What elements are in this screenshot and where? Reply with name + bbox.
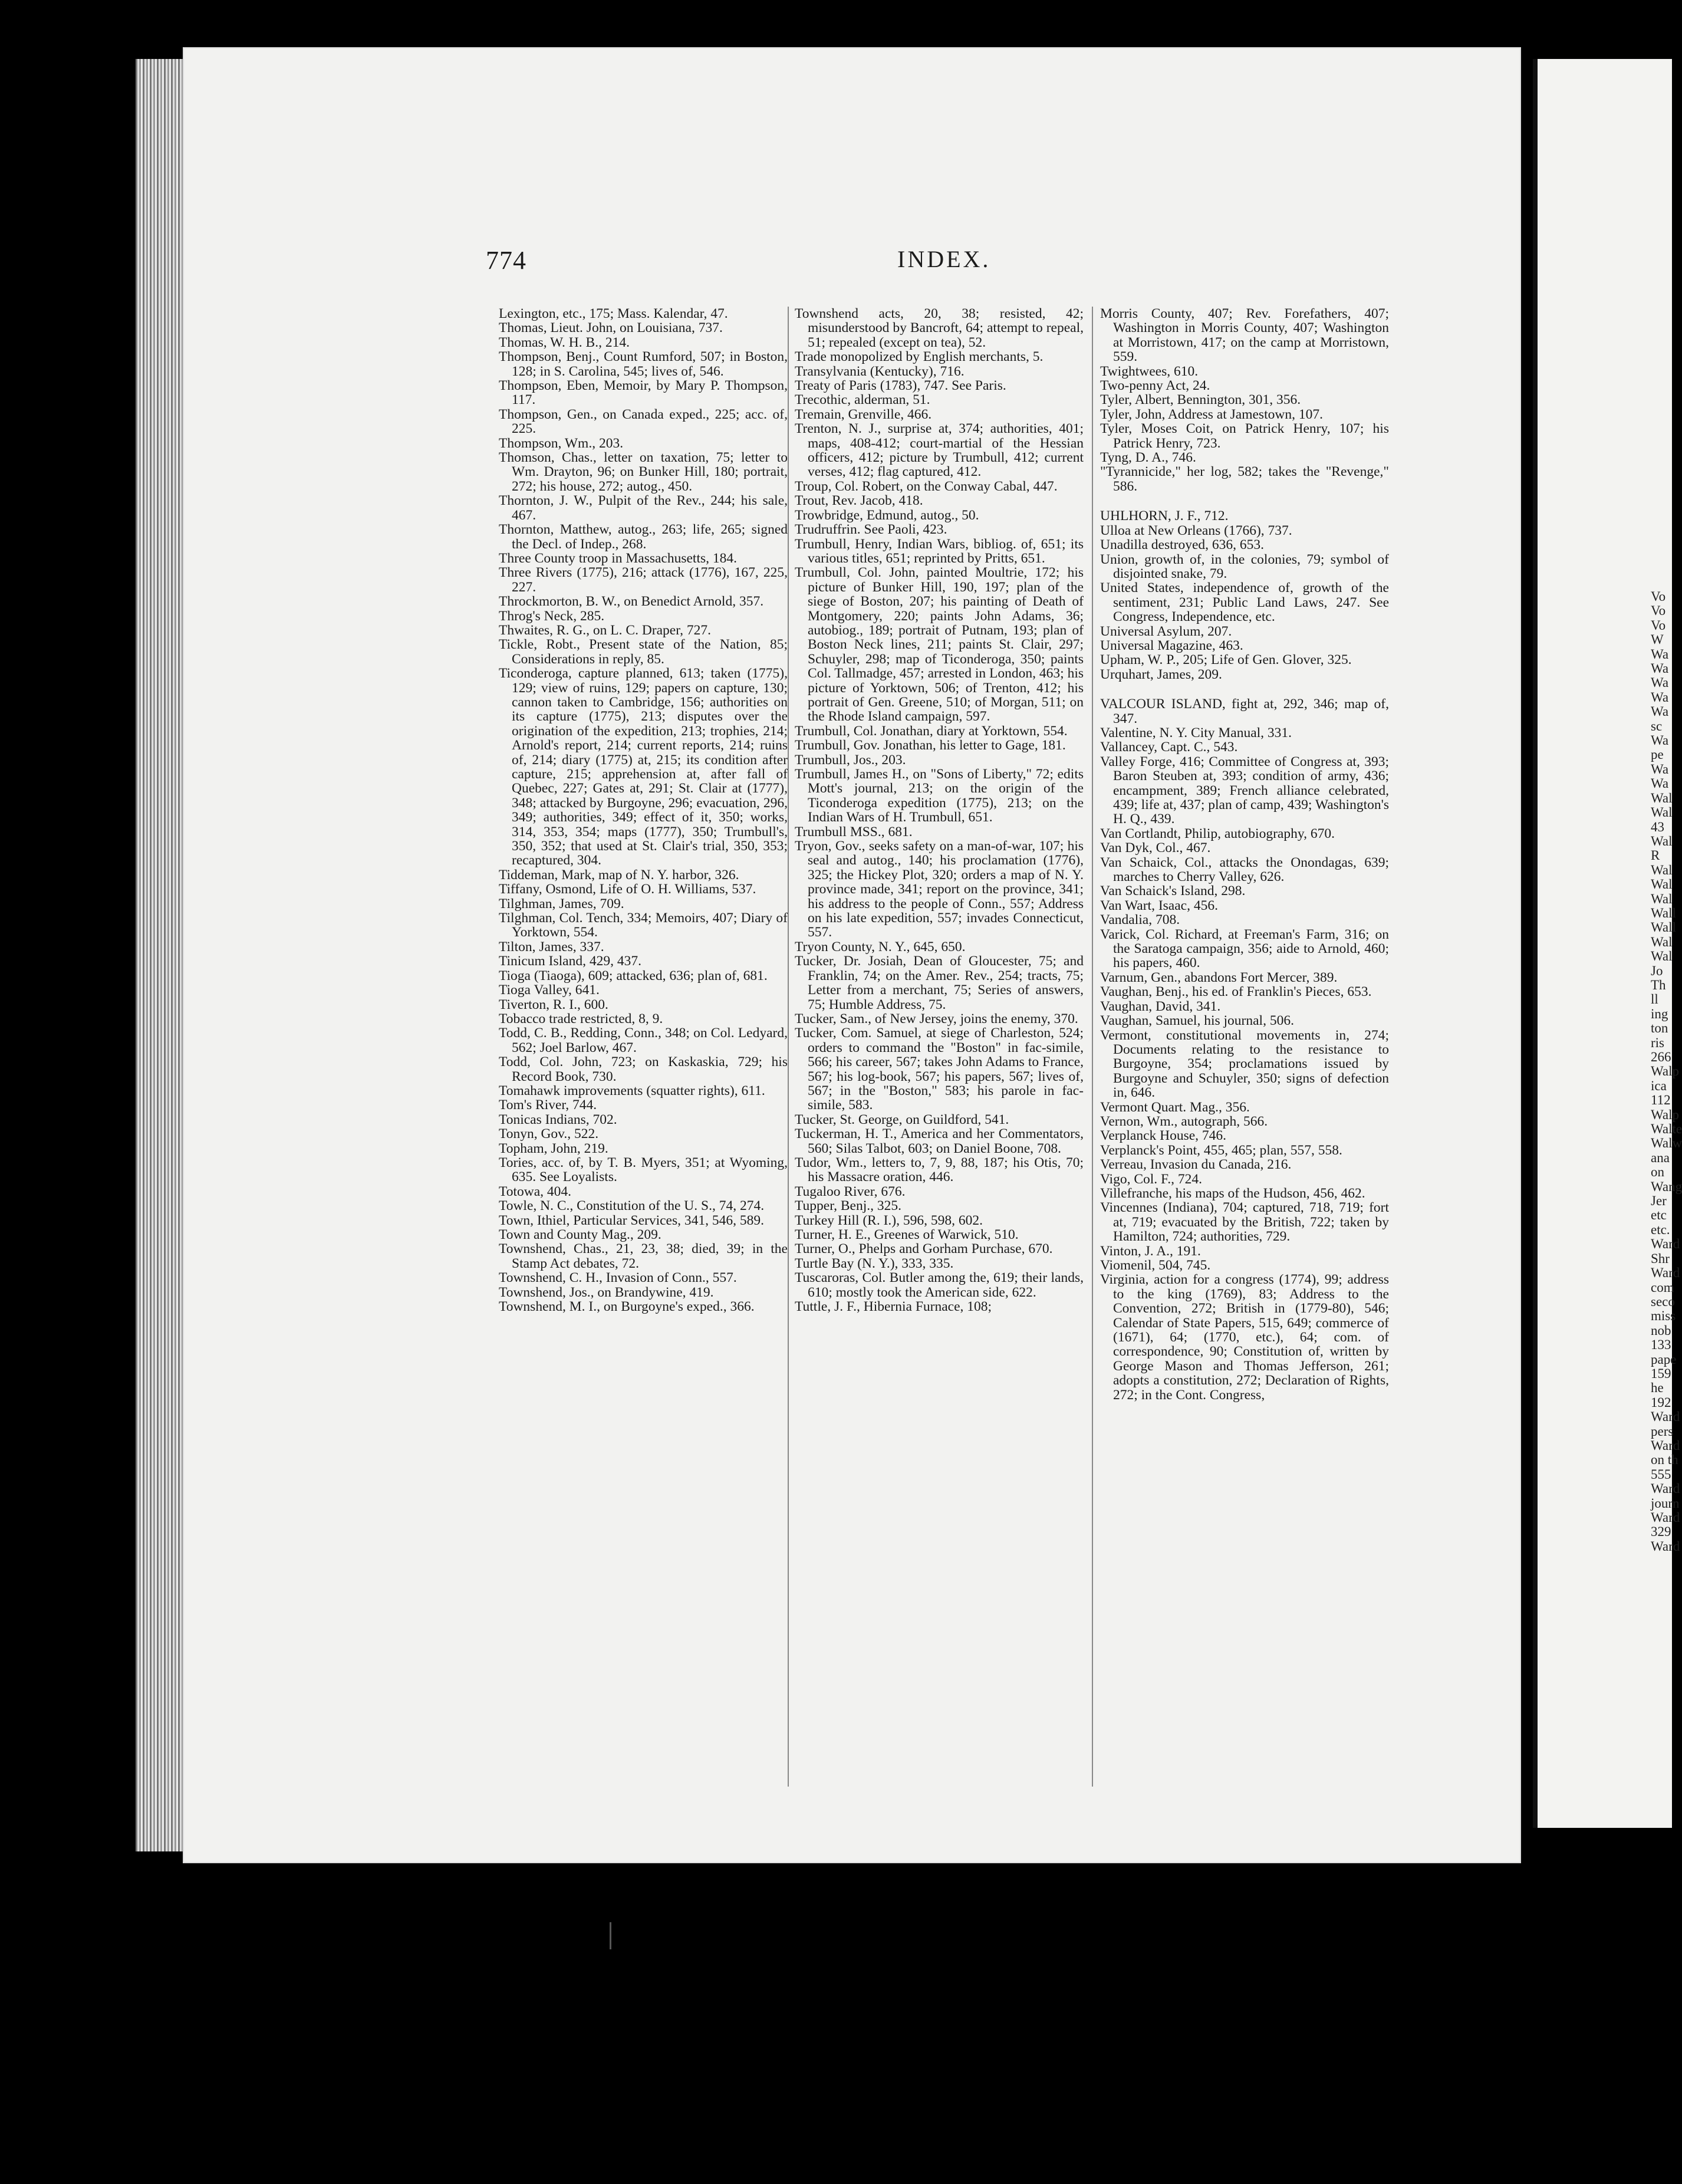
adjacent-page-fragment: on	[1651, 1165, 1664, 1180]
section-gap	[1100, 494, 1389, 509]
index-entry: Trumbull, Col. John, painted Moultrie, 172; his picture of Bunker Hill, 190, 197; plan of the siege of Boston, 207; his painting of Death of Montgomery, 220; paints John Adams, 36; autobiog., 189; portrait of Putnam, 193; plan of Boston Neck lines, 211; paints St. Clair, 297; Schuyler, 298; map of Ticonderoga, 350; paints Col. Tallmadge, 457; arrested in London, 463; his picture of Yorktown, 506; of Trenton, 412; his portrait of Gen. Greene, 510; of Morgan, 511; on the Rhode Island campaign, 597.	[795, 565, 1084, 725]
adjacent-page-fragment: Wa	[1651, 675, 1669, 690]
adjacent-page-fragment: ll	[1651, 992, 1658, 1007]
index-entry: Tuttle, J. F., Hibernia Furnace, 108;	[795, 1299, 992, 1315]
index-entry: Tupper, Benj., 325.	[795, 1198, 901, 1214]
index-entry: Trumbull, James H., on "Sons of Liberty," 72; edits Mott's journal, 213; on the origin of the Ticonderoga expedition (1775), 213; on the Indian Wars of H. Trumbull, 651.	[795, 767, 1084, 825]
adjacent-page-fragment: Wal	[1651, 949, 1673, 964]
index-entry: Tilton, James, 337.	[499, 939, 604, 955]
index-entry: Thwaites, R. G., on L. C. Draper, 727.	[499, 622, 711, 638]
section-gap	[1100, 682, 1389, 697]
adjacent-page-fragment: pers	[1651, 1423, 1674, 1439]
index-entry: Van Dyk, Col., 467.	[1100, 840, 1211, 856]
adjacent-page-fragment: 43	[1651, 819, 1664, 834]
index-entry: Vaughan, David, 341.	[1100, 998, 1221, 1014]
index-column-1	[499, 307, 788, 1314]
page-gutter	[1533, 59, 1538, 1828]
index-entry: Three County troop in Massachusetts, 184.	[499, 550, 738, 566]
index-entry: Thomas, W. H. B., 214.	[499, 334, 630, 350]
index-entry: Universal Asylum, 207.	[1100, 623, 1232, 639]
adjacent-page-fragment: Ward	[1651, 1538, 1680, 1554]
index-entry: Ulloa at New Orleans (1766), 737.	[1100, 522, 1292, 538]
adjacent-page-fragment: etc	[1651, 1208, 1667, 1223]
index-entry: Union, growth of, in the colonies, 79; symbol of disjointed snake, 79.	[1100, 551, 1389, 581]
index-entry: Trudruffrin. See Paoli, 423.	[795, 522, 947, 538]
adjacent-page-fragment: Shr	[1651, 1251, 1670, 1266]
adjacent-page-fragment: Wal	[1651, 934, 1673, 949]
index-entry: Tom's River, 744.	[499, 1097, 597, 1113]
page-number: 774	[486, 246, 526, 275]
index-entry: Two-penny Act, 24.	[1100, 378, 1210, 394]
index-entry: Thomson, Chas., letter on taxation, 75; letter to Wm. Drayton, 96; on Bunker Hill, 180; portrait, 272; his house, 272; autog., 450.	[499, 450, 788, 494]
index-entry: Turkey Hill (R. I.), 596, 598, 602.	[795, 1212, 983, 1228]
adjacent-page-fragment: seco	[1651, 1294, 1675, 1309]
index-entry: Tories, acc. of, by T. B. Myers, 351; at Wyoming, 635. See Loyalists.	[499, 1155, 788, 1185]
index-entry: Trumbull, Jos., 203.	[795, 752, 906, 768]
index-entry: Thompson, Wm., 203.	[499, 435, 624, 451]
index-entry: Twightwees, 610.	[1100, 363, 1199, 379]
index-entry: Varnum, Gen., abandons Fort Mercer, 389.	[1100, 969, 1338, 985]
adjacent-page-fragment: Walte	[1651, 1121, 1682, 1137]
index-entry: Upham, W. P., 205; Life of Gen. Glover, 325.	[1100, 652, 1352, 668]
index-entry: Tobacco trade restricted, 8, 9.	[499, 1011, 663, 1027]
index-entry: Vincennes (Indiana), 704; captured, 718, 719; fort at, 719; evacuated by the British, 722; taken by Hamilton, 724; authorities, 729.	[1100, 1200, 1389, 1245]
index-entry: Tremain, Grenville, 466.	[795, 406, 932, 422]
index-entry: Throckmorton, B. W., on Benedict Arnold, 357.	[499, 594, 764, 610]
index-entry: Valentine, N. Y. City Manual, 331.	[1100, 725, 1292, 741]
index-entry: Three Rivers (1775), 216; attack (1776), 167, 225, 227.	[499, 565, 788, 595]
adjacent-page-fragment: Ward	[1651, 1510, 1680, 1525]
index-entry: Virginia, action for a congress (1774), 99; address to the king (1769), 83; Address to the Convention, 272; British in (1779-80), 546; Calendar of State Papers, 515, 649; commerce of (1671), 64; (1770, etc.), 64; com. of correspondence, 90; Constitution of, written by George Mason and Thomas Jefferson, 261; adopts a constitution, 272; Declaration of Rights, 272; in the Cont. Congress,	[1100, 1272, 1389, 1403]
index-entry: Trenton, N. J., surprise at, 374; authorities, 401; maps, 408-412; court-martial of the Hessian officers, 412; picture by Trumbull, 412; current verses, 412; flag captured, 412.	[795, 421, 1084, 480]
index-entry: Lexington, etc., 175; Mass. Kalendar, 47.	[499, 306, 728, 321]
adjacent-page-fragment: ica	[1651, 1078, 1667, 1093]
adjacent-page-fragment: 112	[1651, 1093, 1671, 1108]
index-entry: Tyng, D. A., 746.	[1100, 450, 1196, 466]
index-entry: Tyler, Albert, Bennington, 301, 356.	[1100, 392, 1301, 408]
index-entry: Vermont, constitutional movements in, 274; Documents relating to the resistance to Burgoyne, 354; proclamations issued by Burgoyne and Schuyler, 350; signs of defection in, 646.	[1100, 1027, 1389, 1101]
index-entry: Trumbull, Gov. Jonathan, his letter to Gage, 181.	[795, 738, 1066, 754]
index-entry: Villefranche, his maps of the Hudson, 456, 462.	[1100, 1185, 1365, 1201]
index-entry: Tonicas Indians, 702.	[499, 1111, 617, 1127]
index-entry: Vigo, Col. F., 724.	[1100, 1171, 1202, 1187]
index-entry: Urquhart, James, 209.	[1100, 666, 1222, 682]
index-entry: Unadilla destroyed, 636, 653.	[1100, 537, 1265, 553]
index-entry: Tioga (Tiaoga), 609; attacked, 636; plan of, 681.	[499, 968, 768, 984]
index-entry: Tucker, Sam., of New Jersey, joins the enemy, 370.	[795, 1011, 1078, 1027]
adjacent-page-fragment: Walw	[1651, 1136, 1682, 1151]
index-entry: VALCOUR ISLAND, fight at, 292, 346; map of, 347.	[1100, 696, 1389, 726]
index-entry: Tickle, Robt., Present state of the Nation, 85; Considerations in reply, 85.	[499, 637, 788, 667]
index-entry: Townshend, M. I., on Burgoyne's exped., 366.	[499, 1299, 755, 1315]
adjacent-page-fragment: 555	[1651, 1466, 1671, 1482]
index-entry: Thornton, J. W., Pulpit of the Rev., 244; his sale, 467.	[499, 493, 788, 523]
index-entry: Verplanck's Point, 455, 465; plan, 557, 558.	[1100, 1142, 1342, 1158]
adjacent-page-fragment: Th	[1651, 977, 1666, 992]
index-entry: Townshend acts, 20, 38; resisted, 42; misunderstood by Bancroft, 64; attempt to repeal, 51; repealed (except on tea), 52.	[795, 306, 1084, 350]
adjacent-page-fragment: Wa	[1651, 646, 1669, 662]
adjacent-page-fragment: Wal	[1651, 877, 1673, 892]
index-entry: Trade monopolized by English merchants, 5.	[795, 349, 1044, 365]
adjacent-page-fragment: Vo	[1651, 603, 1666, 619]
adjacent-page-fragment: pape	[1651, 1351, 1677, 1367]
adjacent-page-fragment: Ward	[1651, 1438, 1680, 1453]
adjacent-page-fragment: Wal	[1651, 891, 1673, 906]
adjacent-page-fragment: etc.	[1651, 1222, 1670, 1237]
index-entry: Totowa, 404.	[499, 1183, 572, 1199]
index-entry: Todd, Col. John, 723; on Kaskaskia, 729; his Record Book, 730.	[499, 1054, 788, 1084]
index-entry: Trumbull MSS., 681.	[795, 824, 913, 840]
index-entry: Treaty of Paris (1783), 747. See Paris.	[795, 378, 1006, 394]
adjacent-page-fragment: 159	[1651, 1366, 1671, 1381]
index-entry: Tonyn, Gov., 522.	[499, 1126, 599, 1142]
index-entry: Todd, C. B., Redding, Conn., 348; on Col. Ledyard, 562; Joel Barlow, 467.	[499, 1025, 788, 1055]
index-entry: Verplanck House, 746.	[1100, 1128, 1227, 1144]
index-entry: Tilghman, Col. Tench, 334; Memoirs, 407; Diary of Yorktown, 554.	[499, 910, 788, 940]
index-entry: "Tyrannicide," her log, 582; takes the "Revenge," 586.	[1100, 464, 1389, 494]
index-entry: Turner, H. E., Greenes of Warwick, 510.	[795, 1227, 1019, 1242]
index-entry: Tomahawk improvements (squatter rights), 611.	[499, 1083, 765, 1098]
adjacent-page-fragment: 192	[1651, 1394, 1671, 1410]
index-entry: Thornton, Matthew, autog., 263; life, 265; signed the Decl. of Indep., 268.	[499, 522, 788, 552]
index-entry: Thompson, Gen., on Canada exped., 225; acc. of, 225.	[499, 406, 788, 437]
index-entry: Tiverton, R. I., 600.	[499, 996, 608, 1012]
index-entry: Vallancey, Capt. C., 543.	[1100, 739, 1238, 755]
adjacent-page-fragment: 133	[1651, 1337, 1671, 1353]
index-entry: Thompson, Eben, Memoir, by Mary P. Thompson, 117.	[499, 378, 788, 408]
adjacent-page-fragment: Jo	[1651, 963, 1663, 978]
adjacent-page-fragment: 266	[1651, 1050, 1671, 1064]
index-entry: Trumbull, Col. Jonathan, diary at Yorktown, 554.	[795, 723, 1068, 739]
index-entry: Van Cortlandt, Philip, autobiography, 670.	[1100, 825, 1335, 841]
adjacent-page-fragment: Ward	[1651, 1265, 1680, 1281]
index-entry: Townshend, C. H., Invasion of Conn., 557.	[499, 1270, 737, 1286]
index-entry: Tryon, Gov., seeks safety on a man-of-war, 107; his seal and autog., 140; his proclamation (1776), 325; the Hickey Plot, 320; orders a map of N. Y. province made, 341; report on the province, 341; his address to the people of Conn., 557; Address on his late expedition, 557; invades Connecticut, 557.	[795, 838, 1084, 940]
adjacent-page-fragment: Wal	[1651, 805, 1673, 820]
index-column-2	[795, 307, 1084, 1314]
adjacent-page-fragment: Wall	[1651, 905, 1676, 920]
index-column-3	[1100, 307, 1389, 1402]
index-entry: Tucker, Dr. Josiah, Dean of Gloucester, 75; and Franklin, 74; on the Amer. Rev., 254; tracts, 75; Letter from a merchant, 75; Series of answers, 75; Humble Address, 75.	[795, 953, 1084, 1012]
index-entry: Tyler, Moses Coit, on Patrick Henry, 107; his Patrick Henry, 723.	[1100, 421, 1389, 451]
adjacent-page-fragment: Vo	[1651, 617, 1666, 633]
index-entry: Vandalia, 708.	[1100, 912, 1180, 928]
index-entry: Vinton, J. A., 191.	[1100, 1243, 1201, 1259]
adjacent-page-fragment: ana	[1651, 1150, 1670, 1165]
adjacent-page-fragment: Wal	[1651, 790, 1673, 805]
index-entry: Viomenil, 504, 745.	[1100, 1258, 1211, 1273]
index-entry: Vernon, Wm., autograph, 566.	[1100, 1113, 1268, 1129]
adjacent-page-fragment: Vo	[1651, 589, 1666, 604]
index-entry: Tryon County, N. Y., 645, 650.	[795, 939, 966, 955]
index-entry: Towle, N. C., Constitution of the U. S., 74, 274.	[499, 1198, 765, 1214]
index-entry: Town, Ithiel, Particular Services, 341, 546, 589.	[499, 1212, 764, 1228]
adjacent-page-fragment: Wal	[1651, 862, 1673, 877]
adjacent-page-fragment: Wa	[1651, 733, 1669, 748]
index-entry: Vaughan, Samuel, his journal, 506.	[1100, 1013, 1294, 1029]
index-entry: Tugaloo River, 676.	[795, 1183, 906, 1199]
adjacent-page-fragment: Wa	[1651, 704, 1669, 719]
index-entry: Tucker, Com. Samuel, at siege of Charleston, 524; orders to command the "Boston" in fac-simile, 566; his career, 567; takes John Adams to France, 567; his log-book, 567; his papers, 567; lives of, 567; in the "Boston," 583; his parole in fac-simile, 583.	[795, 1025, 1084, 1113]
adjacent-page-fragment: he	[1651, 1380, 1664, 1396]
index-entry: Topham, John, 219.	[499, 1140, 608, 1156]
scan-mark	[610, 1922, 611, 1949]
page-title: INDEX.	[897, 246, 991, 272]
index-entry: Tioga Valley, 641.	[499, 982, 600, 998]
index-entry: Van Wart, Isaac, 456.	[1100, 897, 1218, 913]
index-entry: Town and County Mag., 209.	[499, 1227, 661, 1242]
adjacent-page-fragment: Wa	[1651, 689, 1669, 705]
adjacent-page-fragment: Jer	[1651, 1193, 1667, 1209]
adjacent-page-fragment: Wang	[1651, 1179, 1682, 1194]
index-entry: Van Schaick's Island, 298.	[1100, 883, 1246, 899]
index-entry: UHLHORN, J. F., 712.	[1100, 508, 1229, 524]
index-entry: Tiffany, Osmond, Life of O. H. Williams, 537.	[499, 882, 756, 897]
adjacent-page-fragment: Wa	[1651, 776, 1669, 791]
column-divider	[1092, 307, 1093, 1787]
adjacent-page-fragment: Wa	[1651, 661, 1669, 676]
index-entry: Van Schaick, Col., attacks the Onondagas, 639; marches to Cherry Valley, 626.	[1100, 854, 1389, 885]
adjacent-page-fragment: 329	[1651, 1524, 1671, 1540]
index-entry: United States, independence of, growth of the sentiment, 231; Public Land Laws, 247. See Congress, Independence, etc.	[1100, 580, 1389, 625]
adjacent-page-fragment: Wa	[1651, 761, 1669, 777]
adjacent-page-fragment: nob	[1651, 1323, 1671, 1338]
index-entry: Tucker, St. George, on Guildford, 541.	[795, 1111, 1009, 1127]
index-entry: Morris County, 407; Rev. Forefathers, 407; Washington in Morris County, 407; Washington at Morristown, 417; on the camp at Morristown, 559.	[1100, 306, 1389, 365]
adjacent-page-fragment: miss	[1651, 1308, 1676, 1324]
adjacent-page-fragment: Walp	[1651, 1064, 1679, 1079]
index-entry: Townshend, Jos., on Brandywine, 419.	[499, 1284, 714, 1300]
index-entry: Verreau, Invasion du Canada, 216.	[1100, 1157, 1292, 1173]
index-entry: Throg's Neck, 285.	[499, 608, 605, 624]
index-entry: Tudor, Wm., letters to, 7, 9, 88, 187; his Otis, 70; his Massacre oration, 446.	[795, 1155, 1084, 1185]
adjacent-page-fragment: Wall	[1651, 920, 1676, 935]
index-entry: Thompson, Benj., Count Rumford, 507; in Boston, 128; in S. Carolina, 545; lives of, 546.	[499, 349, 788, 379]
index-entry: Thomas, Lieut. John, on Louisiana, 737.	[499, 320, 723, 336]
adjacent-page-fragment: Wal	[1651, 833, 1673, 848]
adjacent-page-fragment: journ	[1651, 1495, 1680, 1511]
adjacent-page-fragment: Ward	[1651, 1409, 1680, 1425]
index-entry: Transylvania (Kentucky), 716.	[795, 363, 965, 379]
index-entry: Valley Forge, 416; Committee of Congress at, 393; Baron Steuben at, 393; condition of army, 436; encampment, 389; French alliance celebrated, 439; life at, 437; plan of camp, 439; Washington's H. Q., 439.	[1100, 754, 1389, 827]
adjacent-page-fragment: on th	[1651, 1452, 1678, 1468]
index-entry: Townshend, Chas., 21, 23, 38; died, 39; in the Stamp Act debates, 72.	[499, 1241, 788, 1271]
index-entry: Tyler, John, Address at Jamestown, 107.	[1100, 406, 1323, 422]
column-divider	[788, 307, 789, 1787]
index-entry: Trout, Rev. Jacob, 418.	[795, 493, 923, 509]
index-entry: Tuscaroras, Col. Butler among the, 619; their lands, 610; mostly took the American side, 622.	[795, 1270, 1084, 1300]
adjacent-page-fragment: Walp	[1651, 1107, 1679, 1122]
index-entry: Tilghman, James, 709.	[499, 896, 624, 912]
index-entry: Vaughan, Benj., his ed. of Franklin's Pieces, 653.	[1100, 984, 1372, 1000]
index-entry: Trumbull, Henry, Indian Wars, bibliog. of, 651; its various titles, 651; reprinted by Pritts, 651.	[795, 536, 1084, 566]
adjacent-page-fragment: W	[1651, 632, 1664, 647]
index-entry: Tuckerman, H. T., America and her Commentators, 560; Silas Talbot, 603; on Daniel Boone, 708.	[795, 1126, 1084, 1156]
index-entry: Trecothic, alderman, 51.	[795, 392, 930, 408]
index-entry: Tiddeman, Mark, map of N. Y. harbor, 326.	[499, 867, 739, 883]
book-binding-edge	[136, 59, 189, 1851]
adjacent-page-fragment: sc	[1651, 718, 1663, 734]
adjacent-page-fragment: com	[1651, 1280, 1674, 1295]
adjacent-page-text	[1651, 589, 1682, 1554]
index-entry: Turtle Bay (N. Y.), 333, 335.	[795, 1255, 954, 1271]
adjacent-page-fragment: ing	[1651, 1006, 1668, 1021]
index-entry: Universal Magazine, 463.	[1100, 637, 1243, 653]
adjacent-page-fragment: pe	[1651, 747, 1664, 762]
adjacent-page-fragment: ton	[1651, 1021, 1668, 1036]
adjacent-page-fragment: Ward	[1651, 1236, 1680, 1252]
index-entry: Ticonderoga, capture planned, 613; taken (1775), 129; view of ruins, 129; papers on capture, 130; cannon taken to Cambridge, 156; authorities on its capture (1775), 213; disputes over the origination of the expedition, 213; trophies, 214; Arnold's report, 214; current reports, 214; ruins of, 214; diary (1775) at, 215; its condition after capture, 215; apprehension at, after fall of Quebec, 227; Gates at, 291; St. Clair at (1777), 348; attacked by Burgoyne, 296; evacuation, 296, 349; authorities, 349; effect of it, 350; works, 314, 353, 354; maps (1777), 350; Trumbull's, 350, 352; that used at St. Clair's trial, 350, 353; recaptured, 304.	[499, 666, 788, 869]
adjacent-page-fragment: R	[1651, 848, 1660, 863]
index-entry: Varick, Col. Richard, at Freeman's Farm, 316; on the Saratoga campaign, 356; aide to Arnold, 460; his papers, 460.	[1100, 926, 1389, 971]
index-entry: Turner, O., Phelps and Gorham Purchase, 670.	[795, 1241, 1053, 1257]
index-entry: Trowbridge, Edmund, autog., 50.	[795, 507, 979, 523]
index-entry: Vermont Quart. Mag., 356.	[1100, 1099, 1250, 1115]
adjacent-page-fragment: ris	[1651, 1035, 1664, 1050]
index-entry: Tinicum Island, 429, 437.	[499, 953, 641, 969]
index-entry: Troup, Col. Robert, on the Conway Cabal, 447.	[795, 478, 1058, 494]
adjacent-page-fragment: Ward	[1651, 1481, 1680, 1496]
